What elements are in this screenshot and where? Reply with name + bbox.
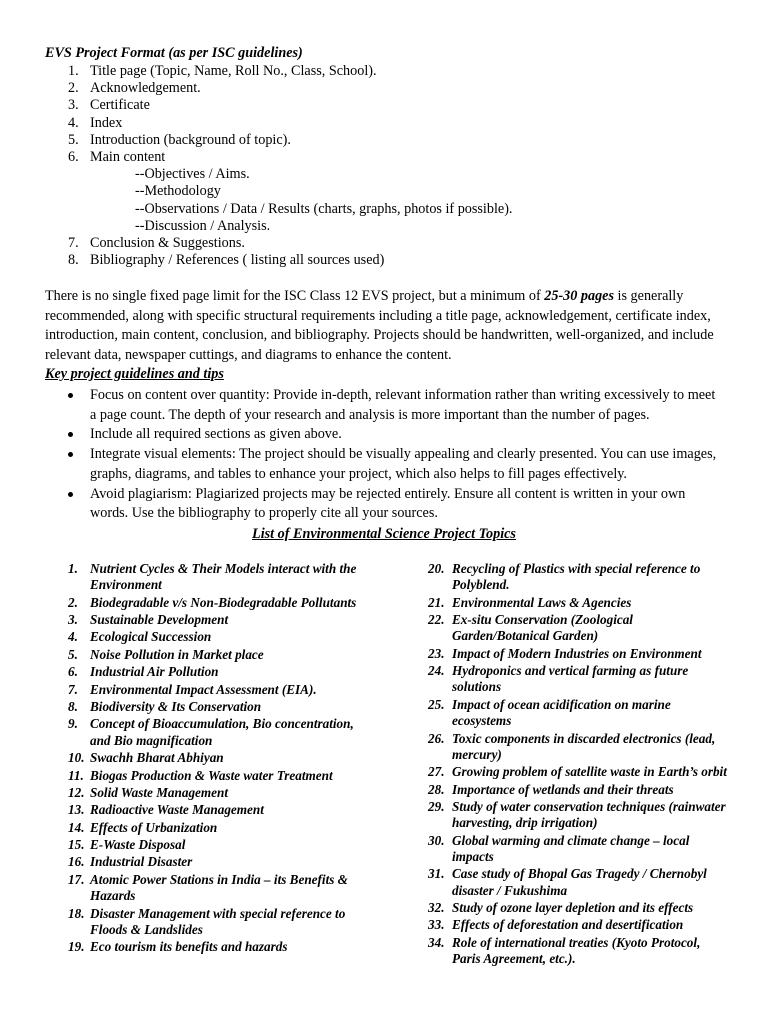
topic-item: 7. Environmental Impact Assessment (EIA).	[68, 681, 317, 697]
topic-item: 3. Sustainable Development	[68, 612, 229, 628]
topic-item: 10. Swachh Bharat Abhiyan	[68, 750, 224, 766]
topic-item: 31. Case study of Bhopal Gas Tragedy / Chernobyl disaster / Fukushima	[428, 866, 707, 898]
format-item: 4. Index	[68, 114, 123, 131]
topic-item: 33. Effects of deforestation and desertification	[428, 917, 684, 933]
topic-item: 17. Atomic Power Stations in India – its Benefits & Hazards	[68, 871, 348, 904]
topic-item: 25. Impact of ocean acidification on marine ecosystems	[428, 696, 671, 729]
format-sub-item: --Objectives / Aims.	[135, 166, 250, 183]
topic-item: 16. Industrial Disaster	[68, 854, 193, 870]
topic-item: 34. Role of international treaties (Kyoto Protocol, Paris Agreement, etc.).	[428, 934, 701, 967]
topic-item: 15. E-Waste Disposal	[68, 837, 186, 853]
topic-item: 28. Importance of wetlands and their threats	[428, 781, 674, 797]
guidelines-list	[45, 386, 725, 524]
format-sub-item: --Observations / Data / Results (charts, graphs, photos if possible).	[135, 200, 513, 217]
format-sub-item: --Discussion / Analysis.	[135, 217, 271, 234]
topic-item: 29. Study of water conservation techniques (rainwater harvesting, drip irrigation)	[428, 799, 726, 831]
topic-item: 32. Study of ozone layer depletion and its effects	[428, 900, 694, 916]
guidelines-heading: Key project guidelines and tips	[45, 366, 224, 382]
topic-item: 26. Toxic components in discarded electronics (lead, mercury)	[428, 730, 716, 762]
topic-item: 22. Ex-situ Conservation (Zoological Garden/Botanical Garden)	[428, 612, 633, 644]
topic-item: 12. Solid Waste Management	[68, 784, 228, 800]
topic-item: 2. Biodegradable v/s Non-Biodegradable Pollutants	[68, 594, 357, 610]
format-item: 8. Bibliography / References ( listing all sources used)	[68, 252, 385, 269]
format-item: 3. Certificate	[68, 97, 150, 114]
bullet-icon	[68, 432, 73, 437]
topic-item: 19. Eco tourism its benefits and hazards	[68, 939, 288, 955]
topic-item: 20. Recycling of Plastics with special reference to Polyblend.	[428, 561, 701, 593]
intro-paragraph: There is no single fixed page limit for the ISC Class 12 EVS project, but a minimum of 25-30 pages is generally recommended, along with specific structural requirements including a title page, acknowledgement, certificate index, introduction, main content, conclusion, and bibliography. Projects should be handwritten, well-organized, and include relevant data, newspaper cuttings, and diagrams to enhance the content.	[45, 288, 714, 364]
topics-list-left	[68, 561, 368, 957]
format-sub-item: --Methodology	[135, 183, 221, 200]
bullet-icon	[68, 452, 73, 457]
topics-heading: List of Environmental Science Project Topics	[252, 526, 516, 542]
format-item: 1. Title page (Topic, Name, Roll No., Class, School).	[68, 63, 377, 79]
format-item: 2. Acknowledgement.	[68, 80, 201, 97]
guideline-item: Focus on content over quantity: Provide in-depth, relevant information rather than writing excessively to meet a page count. The depth of your research and analysis is more important than the number of pages.	[45, 386, 725, 425]
topic-item: 21. Environmental Laws & Agencies	[428, 594, 632, 610]
topic-item: 14. Effects of Urbanization	[68, 819, 218, 835]
topic-item: 6. Industrial Air Pollution	[68, 664, 219, 680]
topic-item: 27. Growing problem of satellite waste in Earth’s orbit	[428, 764, 727, 780]
format-title: EVS Project Format (as per ISC guidelines)	[45, 45, 303, 61]
guideline-item: Include all required sections as given above.	[45, 425, 725, 445]
topic-item: 9. Concept of Bioaccumulation, Bio concentration, and Bio magnification	[68, 716, 354, 748]
topics-list-right	[428, 561, 728, 969]
topic-item: 8. Biodiversity & Its Conservation	[68, 699, 262, 715]
guideline-item: Avoid plagiarism: Plagiarized projects may be rejected entirely. Ensure all content is written in your own words. Use the bibliography to properly cite all your sources.	[45, 485, 725, 524]
format-list	[45, 63, 745, 269]
topic-item: 1. Nutrient Cycles & Their Models interact with the Environment	[68, 561, 357, 593]
format-item: 6. Main content	[68, 148, 166, 165]
topic-item: 30. Global warming and climate change – local impacts	[428, 832, 690, 864]
topic-item: 5. Noise Pollution in Market place	[68, 646, 264, 662]
guideline-item: Integrate visual elements: The project should be visually appealing and clearly presented. You can use images, graphs, diagrams, and tables to enhance your project, which also helps to fill pages effectively.	[45, 445, 725, 484]
topic-item: 18. Disaster Management with special reference to Floods & Landslides	[68, 905, 346, 937]
format-item: 7. Conclusion & Suggestions.	[68, 234, 245, 251]
topic-item: 13. Radioactive Waste Management	[68, 802, 264, 818]
topic-item: 11. Biogas Production & Waste water Treatment	[68, 767, 333, 783]
bullet-icon	[68, 492, 73, 497]
topic-item: 24. Hydroponics and vertical farming as future solutions	[428, 663, 689, 695]
topic-item: 23. Impact of Modern Industries on Environment	[428, 645, 702, 661]
page-count-highlight: 25-30 pages	[544, 288, 614, 304]
format-item: 5. Introduction (background of topic).	[68, 131, 291, 148]
topic-item: 4. Ecological Succession	[68, 629, 212, 645]
bullet-icon	[68, 393, 73, 398]
